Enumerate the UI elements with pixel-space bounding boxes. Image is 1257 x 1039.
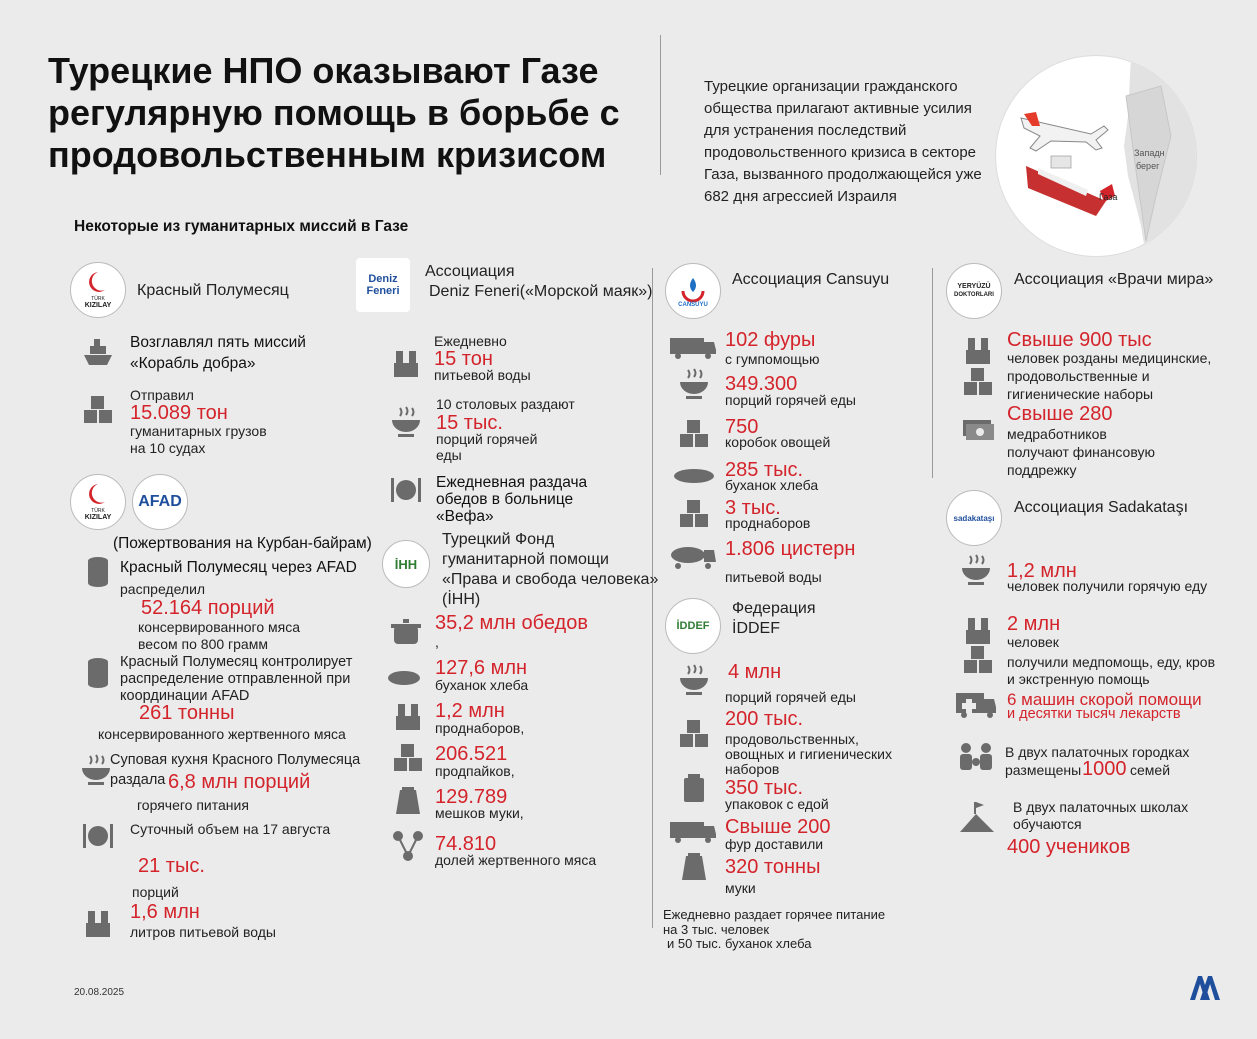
stat-value: 21 тыс. <box>138 855 205 877</box>
text: муки <box>725 880 756 896</box>
text: В двух палаточных городках <box>1005 744 1190 760</box>
text: овощных и гигиенических <box>725 746 892 762</box>
text: обедов в больнице <box>436 491 574 508</box>
text: порций <box>132 884 179 900</box>
stat-value: 129.789 <box>435 786 508 808</box>
intro-text: Турецкие организации гражданского общества прилагают активные усилия для устранения последствий продовольственного кризиса в секторе Газа, вызванного продолжающейся уже 682 дня агрессией Израиля <box>704 78 982 205</box>
text: с гумпомощью <box>725 351 820 367</box>
stat-value: 6 машин скорой помощи <box>1007 690 1202 709</box>
cansuyu-logo: CANSUYU <box>665 263 721 319</box>
gaza-map <box>995 55 1197 257</box>
stat-value: 200 тыс. <box>725 708 804 730</box>
text: упаковок с едой <box>725 796 829 812</box>
family-icon <box>956 740 998 776</box>
water-bottles-icon <box>960 332 996 368</box>
boxes-icon <box>960 364 996 400</box>
text: В двух палаточных школах <box>1013 799 1189 815</box>
text: распределил <box>120 581 206 597</box>
stat-value: 350 тыс. <box>725 777 804 799</box>
water-bottles-icon <box>80 905 116 941</box>
boxes-icon <box>676 416 712 452</box>
text: фур доставили <box>725 836 824 852</box>
food-package-icon <box>676 770 712 806</box>
iddef-logo: İDDEF <box>665 598 721 654</box>
stat-value: 3 тыс. <box>725 497 781 519</box>
boxes-icon <box>80 392 116 428</box>
org-name: Красный Полумесяц <box>137 282 289 299</box>
boxes-icon <box>676 496 712 532</box>
text: «Вефа» <box>436 508 494 525</box>
note-text: (Пожертвования на Курбан-байрам) <box>113 535 372 552</box>
stat-value: 74.810 <box>435 833 497 855</box>
text: Ежедневная раздача <box>436 474 588 491</box>
column-divider <box>652 268 653 928</box>
org-name: Ассоциация Cansuyu <box>732 271 890 288</box>
cooking-pot-icon <box>388 614 424 650</box>
stat-value: 206.521 <box>435 743 508 765</box>
footer-text: Ежедневно раздает горячее питание <box>663 907 886 922</box>
afad-logo: AFAD <box>132 474 188 530</box>
plate-cutlery-icon <box>80 818 116 854</box>
text: буханок хлеба <box>725 477 819 493</box>
org-name: Ассоциация Sadakataşı <box>1014 499 1189 516</box>
stat-value: 35,2 млн обедов <box>435 612 588 634</box>
text: раздала <box>110 772 166 788</box>
kizilay-logo: TÜRK KIZILAY <box>70 262 126 318</box>
text: консервированного жертвенного мяса <box>98 726 346 742</box>
stat-value: 52.164 порций <box>141 597 275 619</box>
org-name: «Права и свобода человека» <box>442 571 659 588</box>
text: порций горячей <box>436 431 538 447</box>
stat-value: 1,2 млн <box>1007 560 1077 582</box>
text: получили медпомощь, еду, кров <box>1007 654 1216 670</box>
org-name: Федерация <box>732 600 816 617</box>
stat-value: 400 учеников <box>1007 836 1131 858</box>
water-tanker-icon <box>668 538 718 574</box>
text: мешков муки, <box>435 805 524 821</box>
org-name: гуманитарной помощи <box>442 551 609 568</box>
stat-value: 1,6 млн <box>130 901 200 923</box>
boxes-icon <box>960 642 996 678</box>
text: размещены <box>1005 762 1082 778</box>
stat-value: 15 тон <box>434 348 493 370</box>
stat-value: 15 тыс. <box>436 412 503 434</box>
text: порций горячей еды <box>725 392 856 408</box>
footer-text: на 3 тыс. человек <box>663 922 770 937</box>
stat-value: Свыше 280 <box>1007 403 1113 425</box>
plate-cutlery-icon <box>388 472 424 508</box>
text: коробок овощей <box>725 434 831 450</box>
stat-value: 102 фуры <box>725 329 816 351</box>
text: человек <box>1007 634 1059 650</box>
text: гигиенические наборы <box>1007 386 1154 402</box>
sadakatasi-logo: sadakataşı <box>946 490 1002 546</box>
text: Красный Полумесяц через AFAD <box>120 559 357 576</box>
org-name: İDDEF <box>732 620 780 637</box>
soup-bowl-icon <box>78 752 114 788</box>
text: распределение отправленной при <box>120 671 351 687</box>
stat-value: 285 тыс. <box>725 459 804 481</box>
text: обучаются <box>1013 816 1082 832</box>
stat-value: Свыше 900 тыс <box>1007 329 1152 351</box>
page-title: Турецкие НПО оказывают Газе регулярную помощь в борьбе с продовольственным кризисом <box>48 50 620 175</box>
text: координации AFAD <box>120 688 250 704</box>
ship-icon <box>1026 156 1106 216</box>
text: продовольственных, <box>725 731 859 747</box>
tent-school-icon <box>956 800 998 836</box>
can-icon <box>80 654 116 690</box>
highlight-text: «Корабль добра» <box>130 355 256 372</box>
text: продпайков, <box>435 763 515 779</box>
map-label-west-2: берег <box>1136 161 1160 171</box>
text: Суточный объем на 17 августа <box>130 821 331 837</box>
text: Красный Полумесяц контролирует <box>120 654 353 670</box>
text: Возглавлял пять миссий <box>130 334 306 351</box>
text: семей <box>1130 762 1171 778</box>
text: весом по 800 грамм <box>138 636 268 652</box>
text: Ежедневно <box>434 333 507 349</box>
stat-value: 127,6 млн <box>435 657 528 679</box>
text: питьевой воды <box>725 569 822 585</box>
text: на 10 судах <box>130 440 206 456</box>
text: питьевой воды <box>434 367 531 383</box>
column-divider <box>932 268 933 478</box>
org-name: Ассоциация <box>425 263 515 280</box>
can-icon <box>80 553 116 589</box>
text: Суповая кухня Красного Полумесяца <box>110 752 361 768</box>
section-subheading: Некоторые из гуманитарных миссий в Газе <box>74 218 409 235</box>
text: литров питьевой воды <box>130 924 276 940</box>
stat-value: 6,8 млн порций <box>168 771 311 793</box>
ihh-logo: İHH <box>382 540 430 588</box>
org-name: Турецкий Фонд <box>442 531 555 548</box>
soup-bowl-icon <box>388 404 424 440</box>
text: буханок хлеба <box>435 677 529 693</box>
header-divider <box>660 35 661 175</box>
text: еды <box>436 447 462 463</box>
text: получают финансовую <box>1007 444 1155 460</box>
footer-text: и 50 тыс. буханок хлеба <box>667 936 812 951</box>
text: человек получили горячую еду <box>1007 578 1208 594</box>
text: наборов <box>725 761 780 777</box>
stat-value: 1000 <box>1082 758 1127 780</box>
org-name: (İHH) <box>442 591 481 608</box>
text: проднаборов <box>725 515 811 531</box>
boxes-icon <box>390 740 426 776</box>
text: поддрежку <box>1007 462 1077 478</box>
org-name: Deniz Feneri(«Морской маяк») <box>429 283 653 300</box>
stat-value: 349.300 <box>725 373 798 395</box>
org-name: Ассоциация «Врачи мира» <box>1014 271 1214 288</box>
stat-value: 320 тонны <box>725 856 821 878</box>
soup-bowl-icon <box>676 366 712 402</box>
text: консервированного мяса <box>138 619 300 635</box>
text: и экстренную помощь <box>1007 671 1150 687</box>
stat-value: 15.089 тон <box>130 402 228 424</box>
ship-icon <box>80 333 116 369</box>
stat-value: 750 <box>725 416 759 438</box>
text: гуманитарных грузов <box>130 423 267 439</box>
yeryuzu-doktorlari-logo: YERYÜZÜ DOKTORLARI <box>946 263 1002 319</box>
text: долей жертвенного мяса <box>435 852 597 868</box>
text: продовольственные и <box>1007 368 1150 384</box>
stat-value: 2 млн <box>1007 613 1061 635</box>
text: , <box>435 634 439 650</box>
aa-logo-icon <box>1186 970 1220 1004</box>
stat-value: Свыше 200 <box>725 816 831 838</box>
publication-date: 20.08.2025 <box>74 987 125 998</box>
text: человек розданы медицинские, <box>1007 350 1212 366</box>
text: проднаборов, <box>435 720 525 736</box>
text: порций горячей еды <box>725 689 856 705</box>
text: медработников <box>1007 426 1107 442</box>
bread-icon <box>672 458 716 494</box>
stat-value: 1,2 млн <box>435 700 505 722</box>
stat-value: 4 млн <box>728 661 782 683</box>
stat-value: 1.806 цистерн <box>725 538 856 560</box>
map-label-gaza: Газа <box>1099 192 1118 202</box>
map-label-west-1: Западн <box>1134 148 1165 158</box>
truck-icon <box>668 812 718 848</box>
text: и десятки тысяч лекарств <box>1007 706 1181 722</box>
flour-sack-icon <box>390 784 426 820</box>
water-bottles-icon <box>390 698 426 734</box>
truck-icon <box>668 328 718 364</box>
text: 10 столовых раздают <box>436 396 575 412</box>
bread-icon <box>386 660 422 696</box>
soup-bowl-icon <box>676 662 712 698</box>
soup-bowl-icon <box>958 552 994 588</box>
money-icon <box>960 410 996 446</box>
kizilay-logo: TÜRK KIZILAY <box>70 474 126 530</box>
airplane-icon <box>1021 112 1108 151</box>
boxes-icon <box>676 716 712 752</box>
deniz-feneri-logo: Deniz Feneri <box>356 258 410 312</box>
share-network-icon <box>390 828 426 864</box>
text: горячего питания <box>137 797 249 813</box>
flour-sack-icon <box>676 850 712 886</box>
stat-value: 261 тонны <box>139 702 235 724</box>
text: Отправил <box>130 387 194 403</box>
water-bottles-icon <box>388 345 424 381</box>
ambulance-icon <box>954 685 998 721</box>
